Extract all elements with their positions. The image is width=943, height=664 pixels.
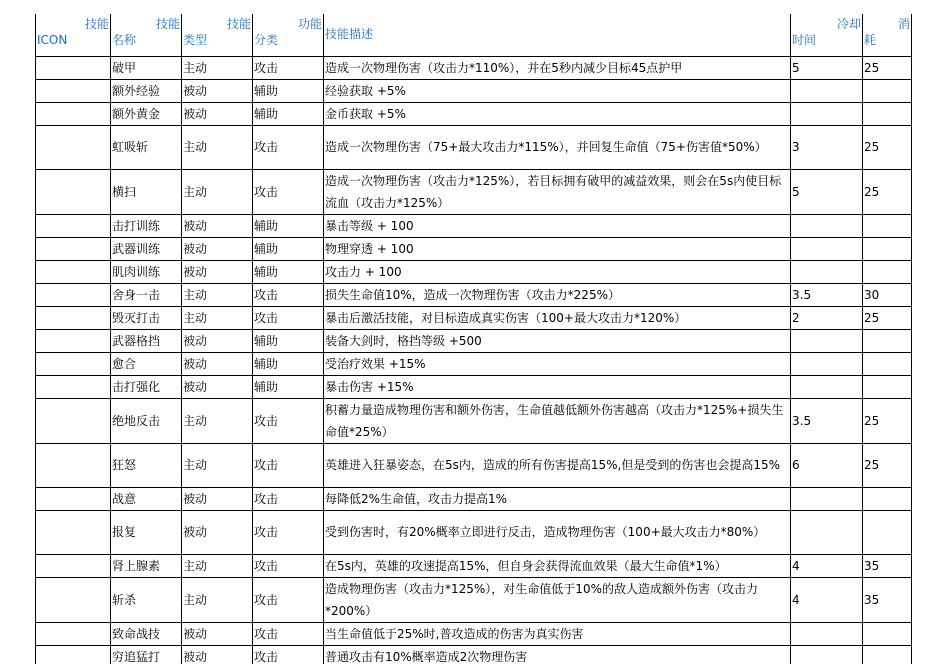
cell-type[interactable]: 被动 xyxy=(182,237,253,260)
cell-name[interactable]: 虹吸斩 xyxy=(111,125,182,169)
cell-name[interactable]: 穷追猛打 xyxy=(111,645,182,664)
table-row xyxy=(36,398,912,443)
cell-description[interactable]: 积蓄力量造成物理伤害和额外伤害，生命值越低额外伤害越高（攻击力*125%+损失生命值*25%） xyxy=(324,398,791,443)
cell-name[interactable]: 武器训练 xyxy=(111,237,182,260)
cell-description[interactable]: 损失生命值10%，造成一次物理伤害（攻击力*225%） xyxy=(324,283,791,306)
table-row xyxy=(36,260,912,283)
cell-type[interactable]: 被动 xyxy=(182,260,253,283)
cell-icon[interactable] xyxy=(36,237,111,260)
cell-type[interactable]: 被动 xyxy=(182,79,253,102)
cell-icon[interactable] xyxy=(36,102,111,125)
cell-function[interactable]: 辅助 xyxy=(253,329,324,352)
cell-description[interactable]: 暴击等级 + 100 xyxy=(324,214,791,237)
cell-cooldown[interactable]: 4 xyxy=(791,577,863,622)
cell-cooldown[interactable] xyxy=(791,102,863,125)
cell-name[interactable]: 愈合 xyxy=(111,352,182,375)
header-description[interactable]: 技能描述 xyxy=(324,14,791,56)
cell-cooldown[interactable]: 3.5 xyxy=(791,283,863,306)
cell-cooldown[interactable]: 5 xyxy=(791,169,863,214)
cell-icon[interactable] xyxy=(36,577,111,622)
cell-function[interactable]: 辅助 xyxy=(253,214,324,237)
cell-name[interactable]: 狂怒 xyxy=(111,443,182,487)
cell-cooldown[interactable] xyxy=(791,260,863,283)
cell-type[interactable]: 主动 xyxy=(182,169,253,214)
table-row xyxy=(36,622,912,645)
cell-cost[interactable] xyxy=(863,375,912,398)
cell-description[interactable]: 受到伤害时，有20%概率立即进行反击，造成物理伤害（100+最大攻击力*80%） xyxy=(324,510,791,554)
cell-cost[interactable]: 25 xyxy=(863,125,912,169)
cell-cost[interactable]: 35 xyxy=(863,554,912,577)
table-row xyxy=(36,329,912,352)
cell-function[interactable]: 攻击 xyxy=(253,169,324,214)
cell-name[interactable]: 肌肉训练 xyxy=(111,260,182,283)
cell-cooldown[interactable]: 6 xyxy=(791,443,863,487)
cell-icon[interactable] xyxy=(36,329,111,352)
cell-function[interactable]: 攻击 xyxy=(253,443,324,487)
cell-cost[interactable]: 30 xyxy=(863,283,912,306)
cell-type[interactable]: 被动 xyxy=(182,352,253,375)
cell-description[interactable]: 造成物理伤害（攻击力*125%），对生命值低于10%的敌人造成额外伤害（攻击力*200%） xyxy=(324,577,791,622)
cell-type[interactable]: 被动 xyxy=(182,214,253,237)
cell-description[interactable]: 装备大剑时，格挡等级 +500 xyxy=(324,329,791,352)
cell-icon[interactable] xyxy=(36,398,111,443)
cell-description[interactable]: 经验获取 +5% xyxy=(324,79,791,102)
table-row xyxy=(36,554,912,577)
cell-function[interactable]: 辅助 xyxy=(253,79,324,102)
cell-icon[interactable] xyxy=(36,375,111,398)
table-row xyxy=(36,352,912,375)
cell-function[interactable]: 攻击 xyxy=(253,487,324,510)
cell-function[interactable]: 攻击 xyxy=(253,283,324,306)
table-row xyxy=(36,283,912,306)
table-row xyxy=(36,306,912,329)
cell-description[interactable]: 受治疗效果 +15% xyxy=(324,352,791,375)
cell-type[interactable]: 主动 xyxy=(182,577,253,622)
cell-cost[interactable] xyxy=(863,102,912,125)
cell-description[interactable]: 暴击伤害 +15% xyxy=(324,375,791,398)
table-row xyxy=(36,214,912,237)
cell-icon[interactable] xyxy=(36,260,111,283)
cell-cost[interactable] xyxy=(863,352,912,375)
cell-type[interactable]: 被动 xyxy=(182,329,253,352)
cell-function[interactable]: 辅助 xyxy=(253,102,324,125)
cell-cost[interactable] xyxy=(863,260,912,283)
cell-cooldown[interactable] xyxy=(791,352,863,375)
table-row xyxy=(36,510,912,554)
cell-cooldown[interactable]: 2 xyxy=(791,306,863,329)
cell-name[interactable]: 破甲 xyxy=(111,56,182,79)
table-row xyxy=(36,56,912,79)
header-function[interactable]: 功能 分类 xyxy=(253,14,324,56)
cell-cost[interactable] xyxy=(863,487,912,510)
cell-name[interactable]: 击打强化 xyxy=(111,375,182,398)
cell-name[interactable]: 战意 xyxy=(111,487,182,510)
cell-cooldown[interactable] xyxy=(791,237,863,260)
cell-function[interactable]: 辅助 xyxy=(253,352,324,375)
cell-cost[interactable]: 25 xyxy=(863,306,912,329)
cell-cooldown[interactable] xyxy=(791,79,863,102)
table-row xyxy=(36,443,912,487)
header-row xyxy=(36,14,912,56)
cell-icon[interactable] xyxy=(36,487,111,510)
cell-icon[interactable] xyxy=(36,79,111,102)
table-row xyxy=(36,645,912,664)
cell-cooldown[interactable] xyxy=(791,487,863,510)
cell-type[interactable]: 主动 xyxy=(182,398,253,443)
cell-function[interactable]: 攻击 xyxy=(253,56,324,79)
cell-type[interactable]: 被动 xyxy=(182,645,253,664)
cell-cost[interactable] xyxy=(863,510,912,554)
cell-function[interactable]: 攻击 xyxy=(253,398,324,443)
cell-type[interactable]: 被动 xyxy=(182,622,253,645)
cell-description[interactable]: 在5s内，英雄的攻速提高15%，但自身会获得流血效果（最大生命值*1%） xyxy=(324,554,791,577)
cell-description[interactable]: 英雄进入狂暴姿态，在5s内，造成的所有伤害提高15%,但是受到的伤害也会提高15% xyxy=(324,443,791,487)
cell-icon[interactable] xyxy=(36,443,111,487)
header-name[interactable]: 技能 名称 xyxy=(111,14,182,56)
cell-cooldown[interactable] xyxy=(791,375,863,398)
cell-icon[interactable] xyxy=(36,554,111,577)
cell-name[interactable]: 毁灭打击 xyxy=(111,306,182,329)
cell-type[interactable]: 主动 xyxy=(182,125,253,169)
cell-icon[interactable] xyxy=(36,622,111,645)
cell-function[interactable]: 攻击 xyxy=(253,125,324,169)
cell-description[interactable]: 当生命值低于25%时,普攻造成的伤害为真实伤害 xyxy=(324,622,791,645)
cell-name[interactable]: 肾上腺素 xyxy=(111,554,182,577)
cell-icon[interactable] xyxy=(36,352,111,375)
cell-description[interactable]: 造成一次物理伤害（攻击力*110%），并在5秒内减少目标45点护甲 xyxy=(324,56,791,79)
cell-cost[interactable] xyxy=(863,237,912,260)
cell-description[interactable]: 物理穿透 + 100 xyxy=(324,237,791,260)
table-row xyxy=(36,237,912,260)
cell-type[interactable]: 主动 xyxy=(182,554,253,577)
header-cost[interactable]: 消 耗 xyxy=(863,14,912,56)
cell-function[interactable]: 辅助 xyxy=(253,237,324,260)
cell-icon[interactable] xyxy=(36,214,111,237)
cell-cost[interactable] xyxy=(863,645,912,664)
cell-cooldown[interactable] xyxy=(791,622,863,645)
cell-cost[interactable] xyxy=(863,622,912,645)
table-row xyxy=(36,169,912,214)
header-type[interactable]: 技能 类型 xyxy=(182,14,253,56)
cell-type[interactable]: 主动 xyxy=(182,443,253,487)
cell-cooldown[interactable]: 5 xyxy=(791,56,863,79)
cell-icon[interactable] xyxy=(36,306,111,329)
cell-name[interactable]: 武器格挡 xyxy=(111,329,182,352)
cell-cooldown[interactable] xyxy=(791,329,863,352)
cell-type[interactable]: 被动 xyxy=(182,102,253,125)
cell-icon[interactable] xyxy=(36,169,111,214)
cell-icon[interactable] xyxy=(36,125,111,169)
cell-name[interactable]: 斩杀 xyxy=(111,577,182,622)
skills-table xyxy=(35,14,912,664)
header-cooldown[interactable]: 冷却 时间 xyxy=(791,14,863,56)
cell-icon[interactable] xyxy=(36,56,111,79)
cell-type[interactable]: 主动 xyxy=(182,306,253,329)
cell-function[interactable]: 攻击 xyxy=(253,622,324,645)
cell-cost[interactable] xyxy=(863,214,912,237)
cell-function[interactable]: 辅助 xyxy=(253,375,324,398)
cell-cooldown[interactable] xyxy=(791,214,863,237)
cell-type[interactable]: 被动 xyxy=(182,375,253,398)
cell-description[interactable]: 造成一次物理伤害（75+最大攻击力*115%），并回复生命值（75+伤害值*50%） xyxy=(324,125,791,169)
cell-cooldown[interactable]: 4 xyxy=(791,554,863,577)
cell-function[interactable]: 攻击 xyxy=(253,510,324,554)
table-row xyxy=(36,375,912,398)
cell-icon[interactable] xyxy=(36,645,111,664)
cell-description[interactable]: 普通攻击有10%概率造成2次物理伤害 xyxy=(324,645,791,664)
cell-description[interactable]: 暴击后激活技能，对目标造成真实伤害（100+最大攻击力*120%） xyxy=(324,306,791,329)
cell-cost[interactable]: 25 xyxy=(863,398,912,443)
cell-name[interactable]: 绝地反击 xyxy=(111,398,182,443)
cell-icon[interactable] xyxy=(36,510,111,554)
cell-name[interactable]: 击打训练 xyxy=(111,214,182,237)
cell-function[interactable]: 辅助 xyxy=(253,260,324,283)
cell-name[interactable]: 舍身一击 xyxy=(111,283,182,306)
cell-name[interactable]: 额外黄金 xyxy=(111,102,182,125)
cell-description[interactable]: 每降低2%生命值，攻击力提高1% xyxy=(324,487,791,510)
header-icon[interactable]: 技能 ICON xyxy=(36,14,111,56)
table-row xyxy=(36,487,912,510)
table-row xyxy=(36,79,912,102)
cell-type[interactable]: 主动 xyxy=(182,283,253,306)
cell-function[interactable]: 攻击 xyxy=(253,306,324,329)
cell-name[interactable]: 致命战技 xyxy=(111,622,182,645)
cell-cooldown[interactable]: 3.5 xyxy=(791,398,863,443)
cell-description[interactable]: 造成一次物理伤害（攻击力*125%），若目标拥有破甲的减益效果，则会在5s内使目标流血（攻击力*125%） xyxy=(324,169,791,214)
cell-cooldown[interactable]: 3 xyxy=(791,125,863,169)
cell-name[interactable]: 额外经验 xyxy=(111,79,182,102)
cell-cost[interactable]: 25 xyxy=(863,56,912,79)
cell-cost[interactable] xyxy=(863,329,912,352)
cell-function[interactable]: 攻击 xyxy=(253,577,324,622)
cell-cooldown[interactable] xyxy=(791,510,863,554)
cell-description[interactable]: 攻击力 + 100 xyxy=(324,260,791,283)
cell-cost[interactable]: 25 xyxy=(863,443,912,487)
cell-type[interactable]: 被动 xyxy=(182,510,253,554)
cell-description[interactable]: 金币获取 +5% xyxy=(324,102,791,125)
table-row xyxy=(36,577,912,622)
cell-cost[interactable] xyxy=(863,79,912,102)
cell-icon[interactable] xyxy=(36,283,111,306)
cell-type[interactable]: 被动 xyxy=(182,487,253,510)
cell-type[interactable]: 主动 xyxy=(182,56,253,79)
cell-cooldown[interactable] xyxy=(791,645,863,664)
cell-function[interactable]: 攻击 xyxy=(253,645,324,664)
cell-name[interactable]: 报复 xyxy=(111,510,182,554)
table-row xyxy=(36,125,912,169)
table-row xyxy=(36,102,912,125)
cell-function[interactable]: 攻击 xyxy=(253,554,324,577)
cell-cost[interactable]: 25 xyxy=(863,169,912,214)
cell-name[interactable]: 横扫 xyxy=(111,169,182,214)
cell-cost[interactable]: 35 xyxy=(863,577,912,622)
